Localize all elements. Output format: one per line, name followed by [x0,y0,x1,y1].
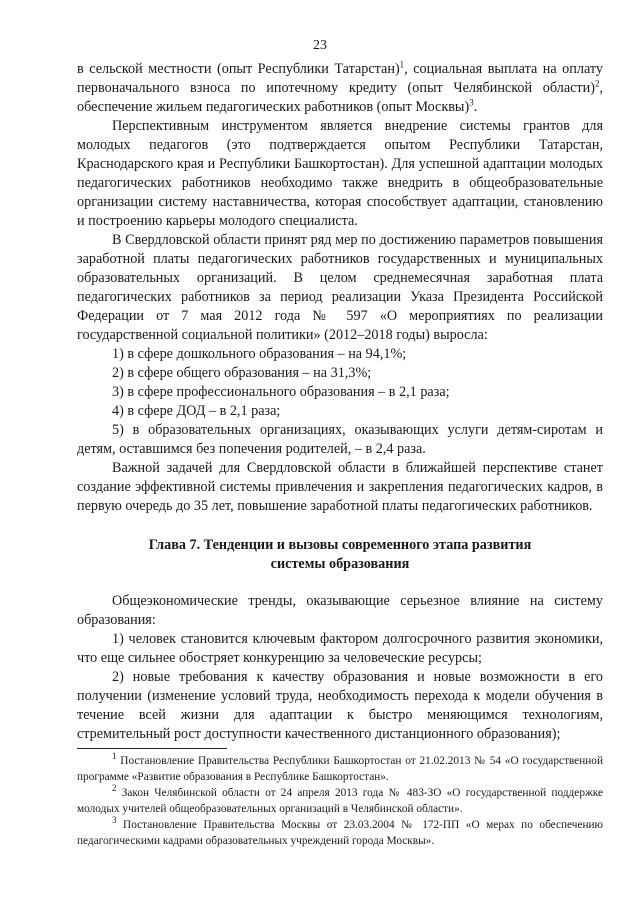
footnote-mark: 3 [112,815,117,826]
footnote-ref-3[interactable]: 3 [469,97,474,108]
footnotes [77,748,603,850]
footnote-text: Постановление Правительства Москвы от 23.03.2004 № 172-ПП «О мерах по обеспечению педагогическими кадрами образовательных учреждений города Москвы». [77,819,603,847]
list-item: 5) в образовательных организациях, оказывающих услуги детям-сиротам и детям, оставшимся без попечения родителей, – в 2,4 раза. [77,422,603,457]
footnote-mark: 2 [112,783,117,794]
chapter-title [77,536,603,574]
intro-text-a: в сельской местности (опыт Республики Татарстан) [77,61,400,77]
paragraph-trends: Общеэкономические тренды, оказывающие серьезное влияние на систему образования: [77,593,603,628]
list-item: 1) в сфере дошкольного образования – на 94,1%; [112,346,407,362]
footnote [77,783,603,817]
footnote [77,815,603,849]
footnote-mark: 1 [112,751,117,762]
chapter-title-line-2: системы образования [270,556,410,572]
footnote-separator [77,748,227,749]
footnote [77,751,603,785]
footnote-text: Закон Челябинской области от 24 апреля 2013 года № 483-ЗО «О государственной поддержке молодых учителей общеобразовательных организаций в Челябинской области». [77,787,603,815]
paragraph-salary: В Свердловской области принят ряд мер по достижению параметров повышения заработной платы педагогических работников государственных и муниципальных образовательных организаций. В целом среднемесячная заработная плата педагогических работников за период реализации Указа Президента Российской Федерации от 7 мая 2012 года № 597 «О мероприятиях по реализации государственной социальной политики» (2012–2018 годы) выросла: [77,232,603,343]
page-number: 23 [313,38,327,53]
footnote-ref-1[interactable]: 1 [399,59,405,70]
chapter-title-line-1: Глава 7. Тенденции и вызовы современного этапа развития [148,537,532,553]
intro-paragraph [77,60,603,117]
intro-text-c: , обеспечение жильем педагогических работников (опыт Москвы) [77,80,603,115]
list-item: 1) человек становится ключевым фактором долгосрочного развития экономики, что еще сильнее обостряет конкуренцию за человеческие ресурсы; [77,631,603,666]
paragraph-grants: Перспективным инструментом является внедрение системы грантов для молодых педагогов (это подтверждается опытом Республики Татарстан, Краснодарского края и Республики Башкортостан). Для успешной адаптации молодых педагогических работников необходимо также внедрить в общеобразовательные организации систему наставничества, которая способствует адаптации, становлению и построению карьеры молодого специалиста. [77,118,603,229]
list-item: 2) в сфере общего образования – на 31,3%; [112,365,372,381]
intro-text-d: . [473,99,478,115]
list-item: 3) в сфере профессионального образования – в 2,1 раза; [112,384,450,400]
list-item: 2) новые требования к качеству образования и новые возможности в его получении (изменение условий труда, необходимость перехода к модели обучения в течение всей жизни для адаптации к быстро меняющимся технологиям, стремительный рост доступности качественного дистанционного образования); [77,669,603,742]
paragraph-task: Важной задачей для Свердловской области в ближайшей перспективе станет создание эффективной системы привлечения и закрепления педагогических кадров, в первую очередь до 35 лет, повышение заработной платы педагогических работников. [77,460,603,514]
main-text [77,60,603,744]
intro-text-b: , социальная выплата на оплату первоначального взноса по ипотечному кредиту (опыт Челябинской области) [77,61,603,96]
footnote-ref-2[interactable]: 2 [594,78,600,89]
footnote-text: Постановление Правительства Республики Башкортостан от 21.02.2013 № 54 «О государственной программе «Развитие образования в Республике Башкортостан». [77,755,603,783]
list-item: 4) в сфере ДОД – в 2,1 раза; [112,403,281,419]
